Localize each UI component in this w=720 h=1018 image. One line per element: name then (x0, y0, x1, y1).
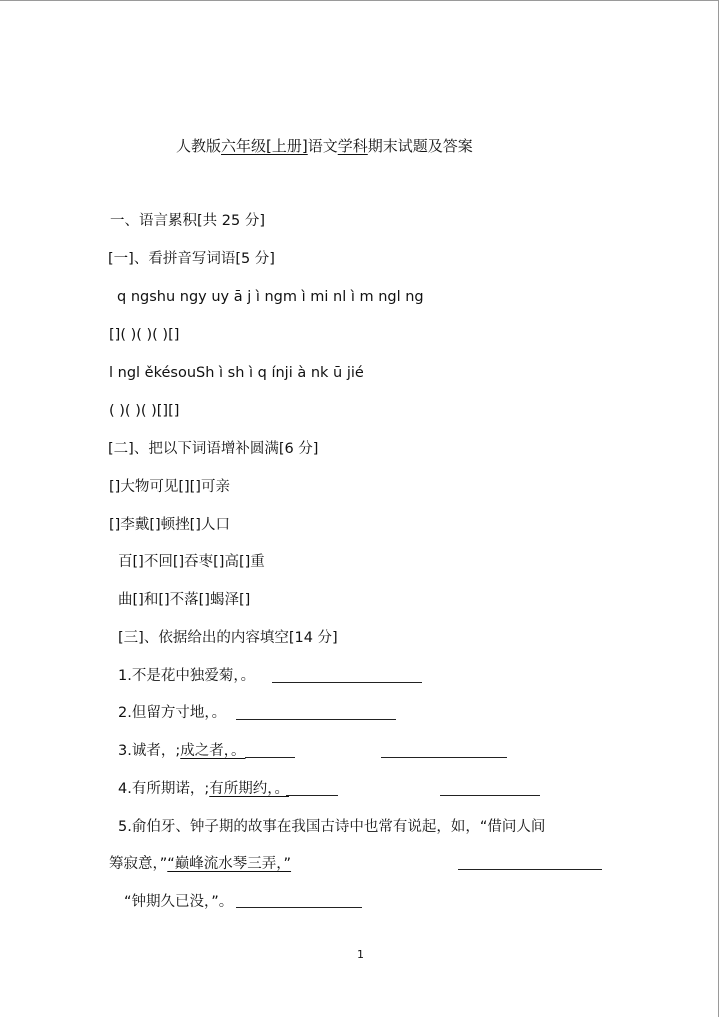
question-3-part-a: 3.诚者，; (118, 743, 181, 759)
answer-brackets-row-1: []( )( )( )[] (109, 327, 180, 343)
idiom-row-4: 曲[]和[]不落[]蝎泽[] (118, 592, 251, 608)
idiom-row-1: []大物可见[][]可亲 (109, 479, 230, 495)
subsection-3-heading: [三]、依据给出的内容填空[14 分] (118, 630, 338, 646)
question-1: 1.不是花中独爱菊，。 (118, 668, 256, 684)
pinyin-row-2: l ngl ěkésouSh ì sh ì q ínji à nk ū jié (109, 365, 364, 381)
answer-blank-q4b (440, 795, 540, 796)
question-5-line-3: “钟期久已没，”。 (124, 894, 234, 910)
page-title (176, 137, 473, 155)
question-4-part-b: 有所期约，。 (209, 781, 289, 797)
title-part-2: 六年级[上册] (221, 137, 308, 155)
answer-blank-q5b (458, 869, 602, 870)
title-part-1: 人教版 (176, 137, 222, 155)
answer-blank-q3a (245, 757, 295, 758)
idiom-row-3: 百[]不回[]吞枣[]高[]重 (118, 554, 265, 570)
answer-blank-q4a (286, 795, 338, 796)
question-3-part-b: 成之者，。 (180, 743, 246, 759)
answer-blank-q5c (236, 907, 362, 908)
answer-blank-q1 (272, 682, 422, 683)
answer-blank-q3b (381, 757, 507, 758)
answer-blank-q2 (236, 719, 396, 720)
answer-brackets-row-2: ( )( )( )[][] (109, 403, 180, 419)
pinyin-row-1: q ngshu ngy uy ā j ì ngm ì mi nl ì m ngl ng (117, 289, 424, 305)
question-4-part-a: 4.有所期诺，; (118, 781, 210, 797)
section-1-heading: 一、语言累积[共 25 分] (110, 213, 265, 229)
title-part-5: 期末试题及答案 (367, 137, 473, 155)
page-number: 1 (357, 948, 364, 961)
title-part-4: 学科 (337, 137, 368, 155)
question-3 (118, 742, 245, 760)
question-4 (118, 780, 289, 798)
title-part-3: 语文 (307, 137, 338, 155)
idiom-row-2: []李戴[]顿挫[]人口 (109, 517, 230, 533)
question-5-line-2-part-b: “巅峰流水琴三弄，” (167, 856, 292, 872)
subsection-1-heading: [一]、看拼音写词语[5 分] (108, 251, 275, 267)
question-5-line-1: 5.俞伯牙、钟子期的故事在我国古诗中也常有说起，如，“借问人间 (118, 819, 546, 835)
question-2: 2.但留方寸地，。 (118, 705, 227, 721)
subsection-2-heading: [二]、把以下词语增补圆满[6 分] (108, 441, 319, 457)
question-5-line-2 (109, 855, 291, 873)
question-5-line-2-part-a: 筹寂意，” (109, 856, 168, 872)
